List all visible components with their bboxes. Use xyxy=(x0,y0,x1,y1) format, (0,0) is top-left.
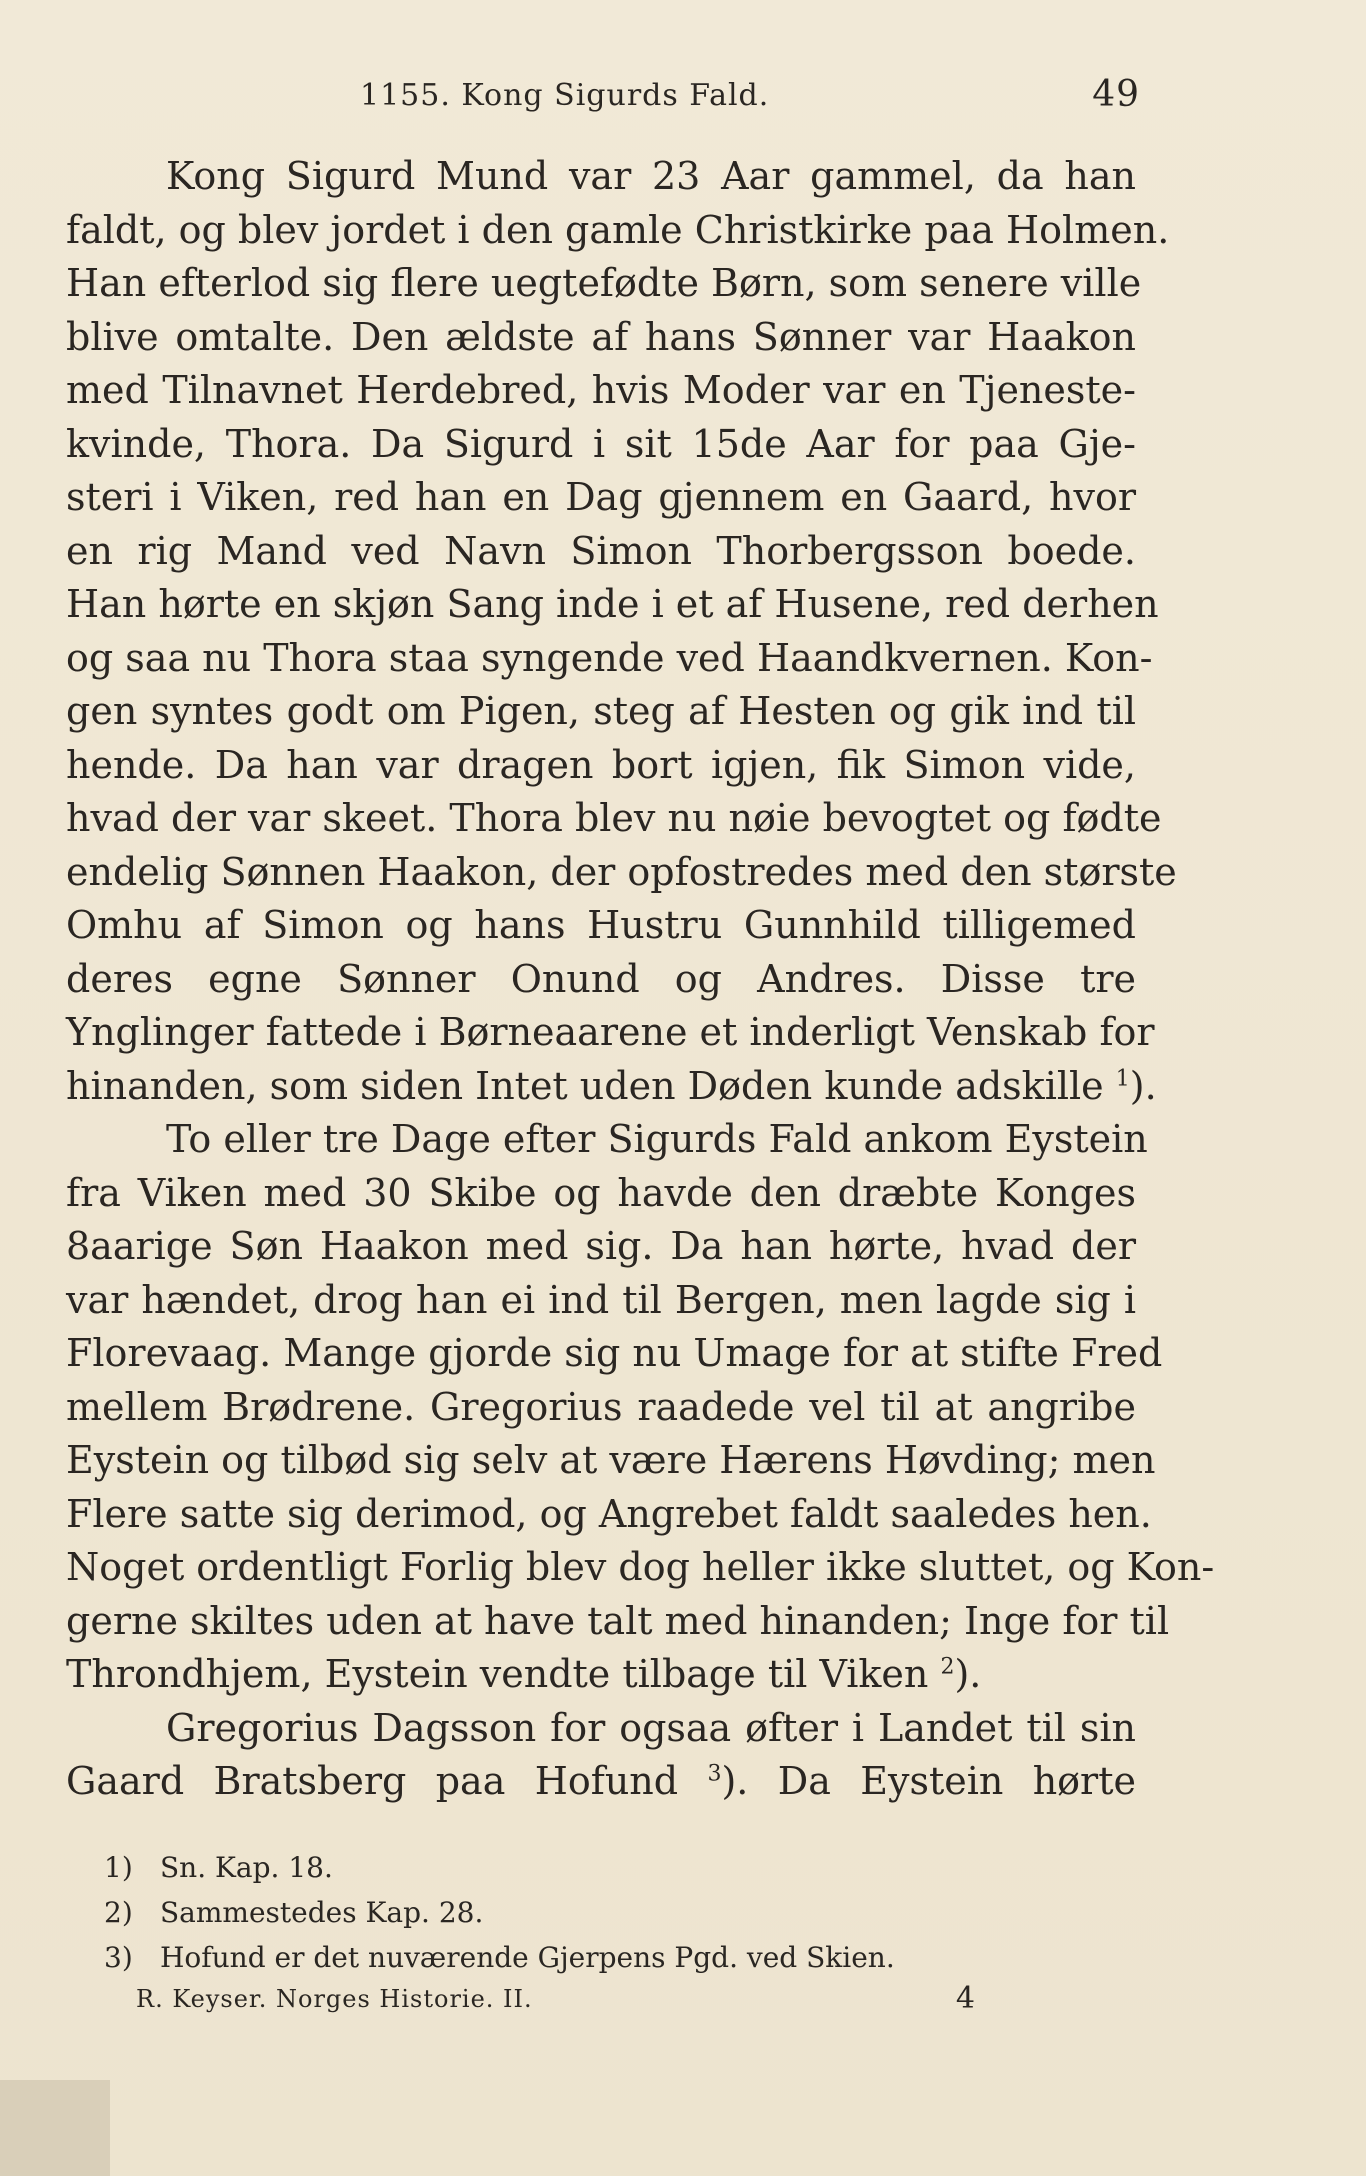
text-line: Flere satte sig derimod, og Angrebet faldt saaledes hen. xyxy=(66,1491,1152,1536)
text-line: og saa nu Thora staa syngende ved Haandkvernen. Kon- xyxy=(66,635,1153,680)
text-line: Omhu af Simon og hans Hustru Gunnhild tilligemed xyxy=(66,903,1136,947)
text-line: mellem Brødrene. Gregorius raadede vel til at angribe xyxy=(66,1384,1136,1429)
text-line: Noget ordentligt Forlig blev dog heller ikke sluttet, og Kon- xyxy=(66,1545,1215,1589)
text-line: Ynglinger fattede i Børneaarene et inderligt Venskab for xyxy=(66,1010,1155,1054)
page-number: 49 xyxy=(1092,74,1140,115)
line-text: hinanden, som siden Intet uden Døden kunde adskille xyxy=(66,1063,1104,1108)
text-line: steri i Viken, red han en Dag gjennem en Gaard, hvor xyxy=(66,475,1136,519)
text-line: en rig Mand ved Navn Simon Thorbergsson boede. xyxy=(66,528,1136,573)
footnote-ref: 2 xyxy=(940,1654,955,1680)
running-header xyxy=(360,70,1140,130)
page-edge xyxy=(0,2080,110,2176)
text-line: var hændet, drog han ei ind til Bergen, men lagde sig i xyxy=(66,1277,1136,1322)
text-line xyxy=(66,1060,1157,1114)
signature-number: 4 xyxy=(955,1981,976,2016)
text-line: gerne skiltes uden at have talt med hinanden; Inge for til xyxy=(66,1598,1170,1643)
text-line: Florevaag. Mange gjorde sig nu Umage for at stifte Fred xyxy=(66,1331,1163,1375)
footnote-ref: 1 xyxy=(1115,1065,1130,1091)
text-line: Eystein og tilbød sig selv at være Hærens Høvding; men xyxy=(66,1438,1156,1482)
running-title: 1155. Kong Sigurds Fald. xyxy=(360,78,770,113)
text-line: Han hørte en skjøn Sang inde i et af Husene, red derhen xyxy=(66,582,1159,626)
text-line: kvinde, Thora. Da Sigurd i sit 15de Aar for paa Gje- xyxy=(66,421,1136,466)
text-line xyxy=(66,1755,1136,1809)
main-text xyxy=(66,150,1215,1809)
footnote-mark: 3) xyxy=(104,1941,133,1974)
text-line: hvad der var skeet. Thora blev nu nøie bevogtet og fødte xyxy=(66,796,1162,840)
line-text: Gaard Bratsberg paa Hofund xyxy=(66,1759,679,1803)
footnote xyxy=(104,1845,1154,1890)
text-line: faldt, og blev jordet i den gamle Christkirke paa Holmen. xyxy=(66,207,1170,252)
text-line: deres egne Sønner Onund og Andres. Disse tre xyxy=(66,956,1136,1001)
line-tail: ). Da Eystein hørte xyxy=(721,1759,1136,1803)
text-line: Han efterlod sig flere uegtefødte Børn, som senere ville xyxy=(66,261,1142,305)
footnote-ref: 3 xyxy=(707,1761,722,1787)
text-line: To eller tre Dage efter Sigurds Fald ankom Eystein xyxy=(166,1117,1148,1161)
text-line: hende. Da han var dragen bort igjen, fik Simon vide, xyxy=(66,742,1136,787)
footnotes xyxy=(104,1845,1154,1980)
footnote-text: Sn. Kap. 18. xyxy=(160,1851,333,1884)
line-tail: ). xyxy=(954,1652,982,1696)
footnote-text: Sammestedes Kap. 28. xyxy=(160,1896,484,1929)
signature-text: R. Keyser. Norges Historie. II. xyxy=(136,1985,533,2013)
text-line: med Tilnavnet Herdebred, hvis Moder var en Tjeneste- xyxy=(66,368,1136,412)
line-text: Throndhjem, Eystein vendte tilbage til Viken xyxy=(66,1652,929,1696)
footnote-mark: 2) xyxy=(104,1896,133,1929)
text-line: endelig Sønnen Haakon, der opfostredes med den største xyxy=(66,849,1177,894)
text-line: Gregorius Dagsson for ogsaa øfter i Landet til sin xyxy=(166,1705,1136,1750)
text-line xyxy=(66,1648,1136,1702)
footnote xyxy=(104,1890,1154,1935)
text-line: Kong Sigurd Mund var 23 Aar gammel, da han xyxy=(166,154,1136,198)
text-line: 8aarige Søn Haakon med sig. Da han hørte, hvad der xyxy=(66,1224,1136,1268)
text-line: fra Viken med 30 Skibe og havde den dræbte Konges xyxy=(66,1170,1136,1215)
line-tail: ). xyxy=(1129,1063,1157,1108)
footnote-mark: 1) xyxy=(104,1851,133,1884)
footnote xyxy=(104,1935,1154,1980)
footnote-text: Hofund er det nuværende Gjerpens Pgd. ved Skien. xyxy=(160,1941,895,1974)
text-line: blive omtalte. Den ældste af hans Sønner var Haakon xyxy=(66,314,1136,359)
text-line: gen syntes godt om Pigen, steg af Hesten og gik ind til xyxy=(66,689,1136,733)
